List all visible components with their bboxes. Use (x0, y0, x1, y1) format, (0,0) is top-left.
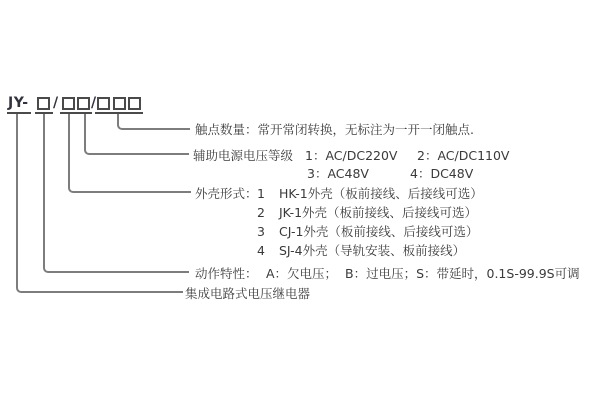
case-style-2-desc: JK-1外壳（板前接线、后接线可选） (279, 205, 478, 220)
aux-supply-option-3: 3：AC48V (307, 166, 369, 181)
callout-product-name: 集成电路式电压继电器 (185, 286, 311, 301)
code-box-action-characteristic (37, 97, 50, 110)
aux-supply-option-2: 2：AC/DC110V (417, 148, 510, 163)
callout-aux-supply-label: 辅助电源电压等级 (193, 148, 294, 163)
aux-supply-option-4: 4：DC48V (410, 166, 474, 181)
callout-contact-count: 触点数量：常开常闭转换，无标注为一开一闭触点. (195, 122, 474, 137)
case-style-1-num: 1 (257, 186, 265, 201)
callout-action-text: A：欠电压； B：过电压；S：带延时，0.1S-99.9S可调 (266, 266, 580, 281)
code-box-contact-2 (113, 97, 126, 110)
callout-action-label: 动作特性： (195, 266, 258, 281)
slash-separator: / (91, 95, 97, 111)
case-style-1-desc: HK-1外壳（板前接线、后接线可选） (279, 186, 483, 201)
code-box-case-style (62, 97, 75, 110)
aux-supply-option-1: 1：AC/DC220V (305, 148, 398, 163)
case-style-3-desc: CJ-1外壳（板前接线、后接线可选） (279, 224, 479, 239)
model-prefix: JY- (8, 95, 29, 111)
code-box-aux-voltage (77, 97, 90, 110)
case-style-2-num: 2 (257, 205, 265, 220)
callout-case-style-label: 外壳形式： (195, 186, 258, 201)
case-style-4-num: 4 (257, 243, 265, 258)
code-box-contact-1 (97, 97, 110, 110)
connector-product-name (16, 114, 183, 293)
slash-separator: / (53, 95, 59, 111)
case-style-4-desc: SJ-4外壳（导轨安装、板前接线） (279, 243, 466, 258)
case-style-3-num: 3 (257, 224, 265, 239)
code-box-contact-3 (128, 97, 141, 110)
